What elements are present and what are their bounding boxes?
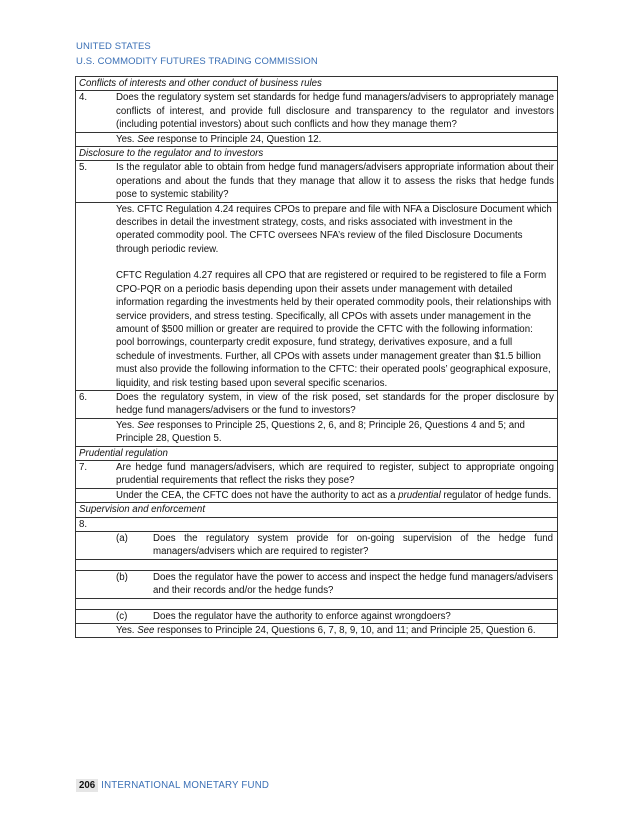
subquestion-text: Does the regulator have the authority to enforce against wrongdoers? [153,610,451,622]
question-number: 4. [79,92,88,104]
answer-4: Yes. See response to Principle 24, Question 12. [76,133,557,147]
question-text: Are hedge fund managers/advisers, which are required to register, subject to appropriate ongoing prudential requirements that reflect the risks they pose? [116,461,554,487]
answer-paragraph: Yes. CFTC Regulation 4.24 requires CPOs to prepare and file with NFA a Disclosure Document which describes in detail the investment strategy, costs, and risks associated with investment in the operated commodity pool. The CFTC oversees NFA’s review of the filed Disclosure Documents through periodic review. [116,203,552,255]
answer-8: Yes. See responses to Principle 24, Questions 6, 7, 8, 9, 10, and 11; and Principle 25, Question 6. [116,625,536,637]
subquestion-label: (c) [116,610,128,622]
question-text: Does the regulatory system set standards for hedge fund managers/advisers to appropriately manage conflicts of interest, and provide full disclosure and transparency to the regulator and investors (including potential investors) about such conflicts and how they manage them? [116,92,554,131]
question-number: 8. [79,518,88,530]
question-text: Does the regulatory system, in view of the risk posed, set standards for the proper disclosure by hedge fund managers/advisers or the fund to investors? [116,391,554,417]
header-country: UNITED STATES [76,41,151,52]
question-number: 7. [79,461,88,473]
header-agency: U.S. COMMODITY FUTURES TRADING COMMISSION [76,56,318,67]
question-text: Is the regulator able to obtain from hedge fund managers/advisers appropriate information about their operations and about the funds that they manage that allow it to assess the risks that hedge funds pose to systemic stability? [116,162,554,201]
question-8c [76,610,557,624]
subquestion-text: Does the regulatory system provide for on-going supervision of the hedge fund managers/advisers which are required to register? [153,533,553,558]
footer-organization: INTERNATIONAL MONETARY FUND [101,780,270,791]
principles-table [75,76,558,638]
question-number: 5. [79,162,88,174]
empty-answer-row [76,599,557,610]
answer-6: Yes. See responses to Principle 25, Questions 2, 6, and 8; Principle 26, Questions 4 and 5; and Principle 28, Question 5. [76,419,557,447]
section-disclosure: Disclosure to the regulator and to investors [76,147,557,161]
subquestion-label: (b) [116,571,128,583]
question-6 [76,391,557,419]
question-4 [76,91,557,132]
page-number: 206 [76,779,98,792]
section-prudential: Prudential regulation [76,447,557,461]
question-8b [76,571,557,599]
question-5 [76,161,557,202]
question-number: 6. [79,391,88,403]
page-footer [76,780,269,791]
section-supervision: Supervision and enforcement [76,503,557,517]
question-8a [76,532,557,560]
section-conflicts: Conflicts of interests and other conduct of business rules [76,77,557,91]
question-7 [76,461,557,489]
subquestion-text: Does the regulator have the power to access and inspect the hedge fund managers/advisers and their records and/or the hedge funds? [153,571,553,597]
answer-7: Under the CEA, the CFTC does not have the authority to act as a prudential regulator of hedge funds. [76,489,557,503]
question-8 [76,518,557,532]
subquestion-label: (a) [116,533,128,544]
empty-answer-row [76,560,557,571]
answer-paragraph: CFTC Regulation 4.27 requires all CPO that are registered or required to be registered to file a Form CPO-PQR on a periodic basis depending upon their assets under management with detailed information regarding the investments held by their operated commodity pools, their relationships with service providers, and stress testing. Specifically, all CPOs with assets under management in the amount of $500 million or greater are required to provide the CFTC with the following information: pool borrowings, counterparty credit exposure, fund strategy, derivatives exposure, and a full schedule of investments. Further, all CPOs with assets under management greater than $1.5 billion must also provide the following information to the CFTC: their operated pools’ geographical exposure, liquidity, and risk testing based upon several specific scenarios. [116,270,552,389]
answer-5 [76,203,557,391]
